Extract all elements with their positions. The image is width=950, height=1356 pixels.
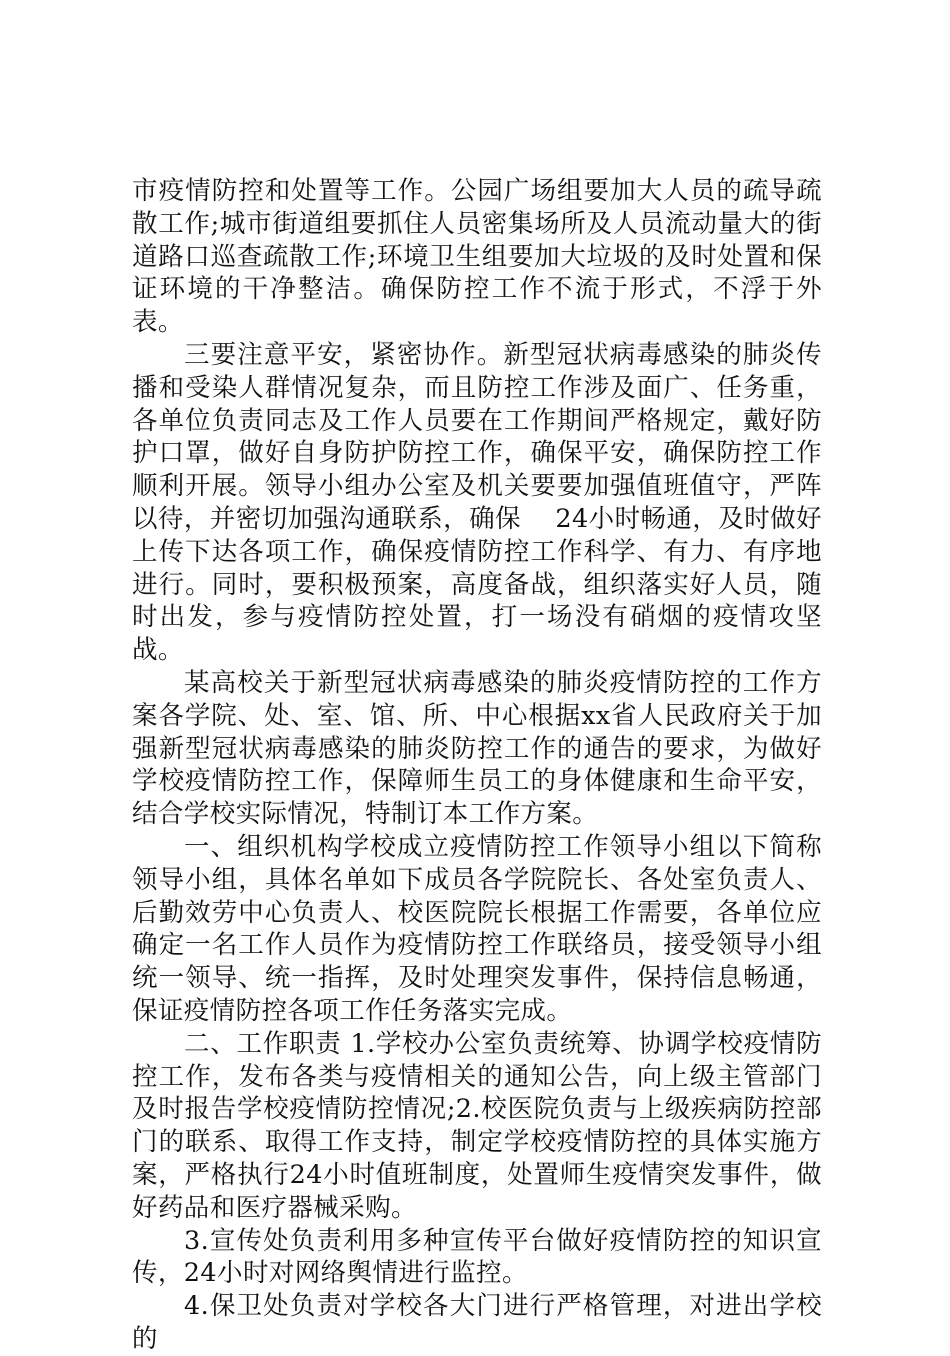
paragraph-continuation: 市疫情防控和处置等工作。公园广场组要加大人员的疏导疏散工作;城市街道组要抓住人员密集场所及人员流动量大的街道路口巡查疏散工作;环境卫生组要加大垃圾的及时处置和保证环境的干净整洁。确保防控工作不流于形式，不浮于外表。	[132, 176, 822, 338]
paragraph-organization: 一、组织机构学校成立疫情防控工作领导小组以下简称领导小组，具体名单如下成员各学院院长、各处室负责人、后勤效劳中心负责人、校医院院长根据工作需要，各单位应确定一名工作人员作为疫情防控工作联络员，接受领导小组统一领导、统一指挥，及时处理突发事件，保持信息畅通，保证疫情防控各项工作任务落实完成。	[132, 831, 822, 1026]
paragraph-security: 4.保卫处负责对学校各大门进行严格管理，对进出学校的	[132, 1291, 822, 1354]
document-body	[132, 175, 822, 1356]
paragraph-responsibilities: 二、工作职责 1.学校办公室负责统筹、协调学校疫情防控工作，发布各类与疫情相关的通知公告，向上级主管部门及时报告学校疫情防控情况;2.校医院负责与上级疾病防控部门的联系、取得工作支持，制定学校疫情防控的具体实施方案，严格执行24小时值班制度，处置师生疫情突发事件，做好药品和医疗器械采购。	[132, 1028, 822, 1223]
paragraph-publicity: 3.宣传处负责利用多种宣传平台做好疫情防控的知识宣传，24小时对网络舆情进行监控。	[132, 1225, 822, 1289]
paragraph-safety-cooperation: 三要注意平安，紧密协作。新型冠状病毒感染的肺炎传播和受染人群情况复杂，而且防控工作涉及面广、任务重，各单位负责同志及工作人员要在工作期间严格规定，戴好防护口罩，做好自身防护防控工作，确保平安，确保防控工作顺利开展。领导小组办公室及机关要要加强值班值守，严阵以待，并密切加强沟通联系，确保 24小时畅通，及时做好上传下达各项工作，确保疫情防控工作科学、有力、有序地进行。同时，要积极预案，高度备战，组织落实好人员，随时出发，参与疫情防控处置，打一场没有硝烟的疫情攻坚战。	[132, 339, 822, 666]
paragraph-work-plan-intro: 某高校关于新型冠状病毒感染的肺炎疫情防控的工作方案各学院、处、室、馆、所、中心根据xx省人民政府关于加强新型冠状病毒感染的肺炎防控工作的通告的要求，为做好学校疫情防控工作，保障师生员工的身体健康和生命平安，结合学校实际情况，特制订本工作方案。	[132, 667, 822, 830]
